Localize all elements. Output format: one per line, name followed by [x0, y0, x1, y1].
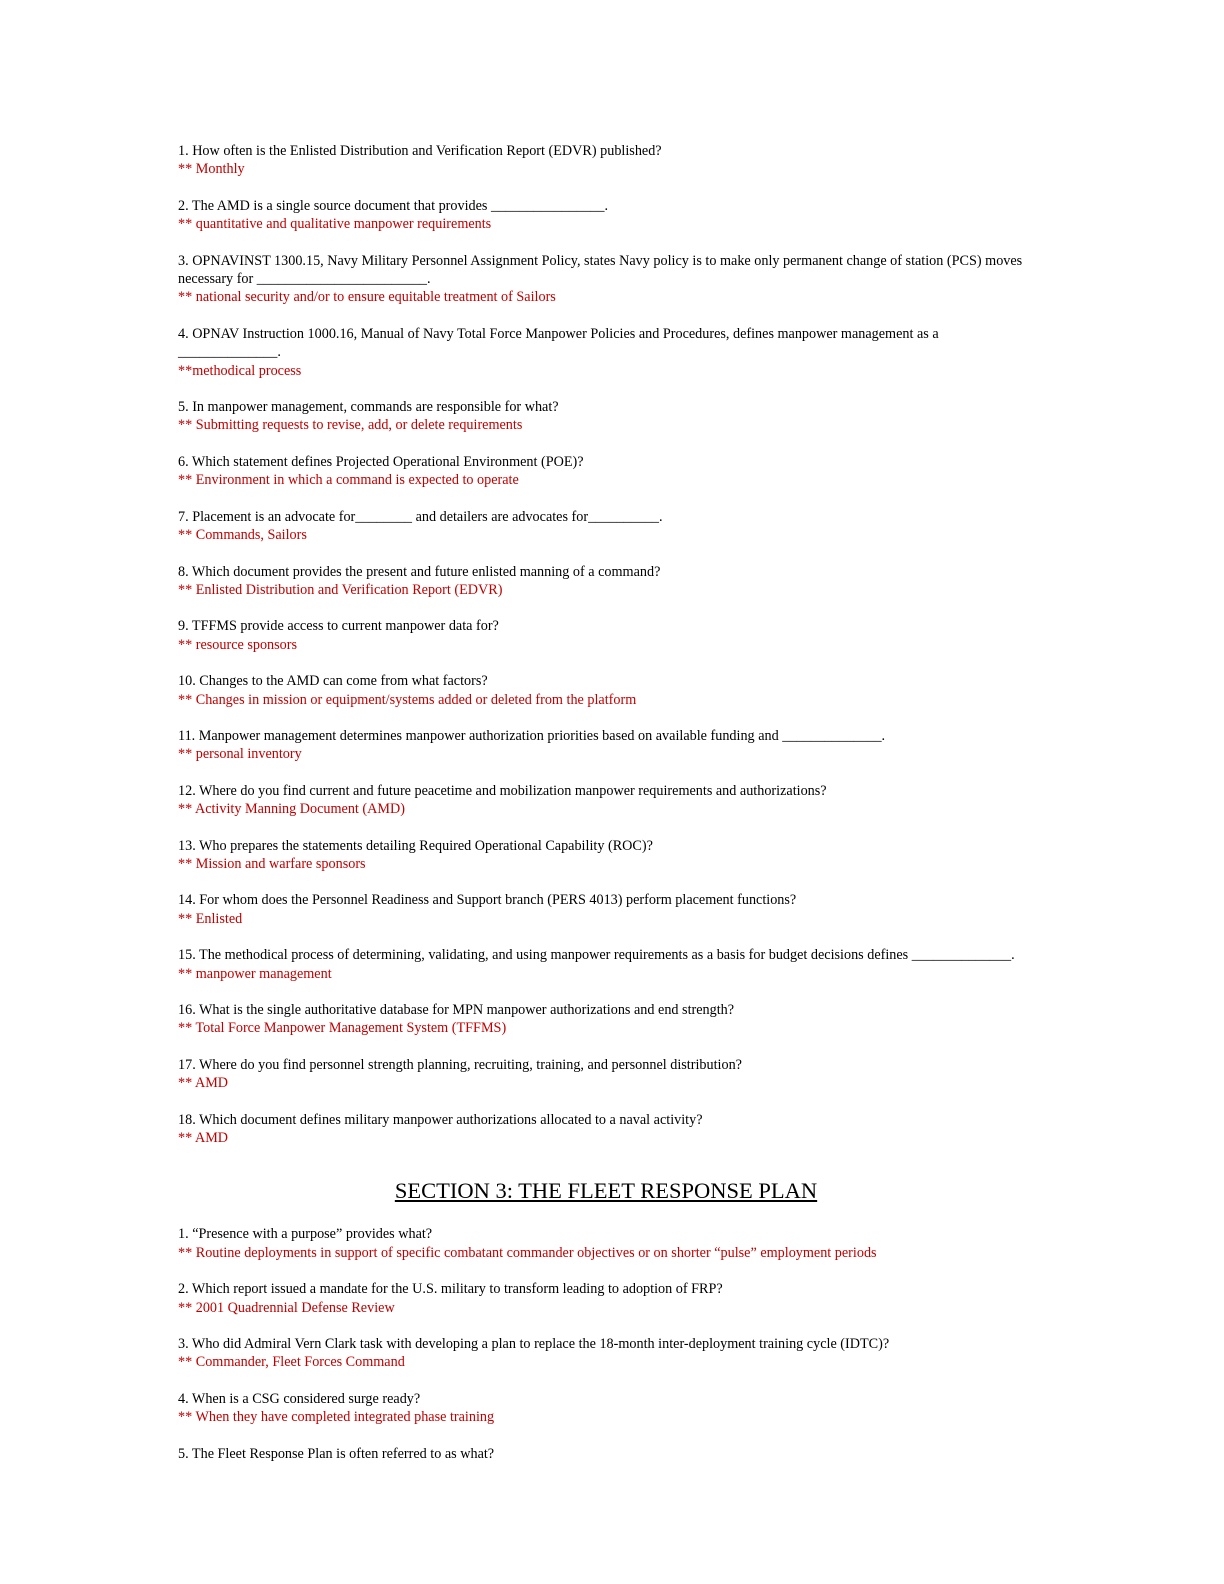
question-text: 8. Which document provides the present and future enlisted manning of a command? — [178, 563, 661, 580]
question-text: 7. Placement is an advocate for________ and detailers are advocates for__________. — [178, 508, 663, 525]
question-item — [178, 617, 1034, 654]
question-item — [178, 1280, 1034, 1317]
question-text: 16. What is the single authoritative database for MPN manpower authorizations and end strength? — [178, 1002, 735, 1018]
question-item — [178, 1111, 1034, 1148]
question-text: 1. “Presence with a purpose” provides what? — [178, 1226, 433, 1243]
question-text: 3. OPNAVINST 1300.15, Navy Military Personnel Assignment Policy, states Navy policy is to make only permanent change of station (PCS) moves necessary for ________________________. — [178, 252, 1023, 288]
question-text: 3. Who did Admiral Vern Clark task with developing a plan to replace the 18-month inter-deployment training cycle (IDTC)? — [178, 1336, 890, 1353]
section-3-questions — [178, 1225, 1034, 1463]
answer-text: ** Changes in mission or equipment/systems added or deleted from the platform — [178, 691, 637, 708]
question-item — [178, 197, 1034, 234]
answer-text: **methodical process — [178, 362, 302, 379]
question-item — [178, 563, 1034, 600]
question-text: 6. Which statement defines Projected Operational Environment (POE)? — [178, 453, 584, 470]
question-item — [178, 325, 1034, 380]
question-text: 10. Changes to the AMD can come from what factors? — [178, 673, 488, 690]
question-item — [178, 142, 1034, 179]
answer-text: ** Environment in which a command is expected to operate — [178, 472, 519, 489]
section-3-heading: SECTION 3: THE FLEET RESPONSE PLAN — [394, 1178, 818, 1204]
question-item — [178, 672, 1034, 709]
answer-text: ** personal inventory — [178, 746, 302, 763]
answer-text: ** Enlisted Distribution and Verification Report (EDVR) — [178, 581, 503, 598]
answer-text: ** AMD — [178, 1130, 229, 1147]
question-text: 13. Who prepares the statements detailing Required Operational Capability (ROC)? — [178, 837, 653, 854]
question-text: 5. The Fleet Response Plan is often referred to as what? — [178, 1445, 495, 1462]
question-text: 2. Which report issued a mandate for the U.S. military to transform leading to adoption of FRP? — [178, 1281, 723, 1298]
answer-text: ** Mission and warfare sponsors — [178, 855, 366, 872]
question-item — [178, 252, 1034, 307]
question-item — [178, 1225, 1034, 1262]
answer-text: ** AMD — [178, 1075, 229, 1092]
question-item — [178, 398, 1034, 435]
question-item — [178, 1335, 1034, 1372]
section-2-questions — [178, 142, 1034, 1147]
answer-text: ** Total Force Manpower Management System (TFFMS) — [178, 1020, 507, 1037]
answer-text: ** quantitative and qualitative manpower requirements — [178, 216, 492, 233]
question-text: 15. The methodical process of determining, validating, and using manpower requirements as a basis for budget decisions defines ______________. — [178, 947, 1015, 964]
answer-text: ** resource sponsors — [178, 636, 297, 653]
question-item — [178, 1056, 1034, 1093]
question-item — [178, 891, 1034, 928]
answer-text: ** Commander, Fleet Forces Command — [178, 1354, 405, 1371]
question-item — [178, 946, 1034, 983]
question-item — [178, 453, 1034, 490]
question-text: 9. TFFMS provide access to current manpower data for? — [178, 618, 499, 635]
question-item — [178, 1445, 1034, 1463]
answer-text: ** Enlisted — [178, 910, 243, 927]
document-page — [178, 142, 1034, 1481]
question-text: 11. Manpower management determines manpower authorization priorities based on available funding and ______________. — [178, 727, 886, 744]
answer-text: ** national security and/or to ensure equitable treatment of Sailors — [178, 289, 556, 306]
question-text: 2. The AMD is a single source document that provides ________________. — [178, 197, 609, 214]
question-item — [178, 508, 1034, 545]
answer-text: ** Routine deployments in support of specific combatant commander objectives or on shorter “pulse” employment periods — [178, 1244, 877, 1261]
question-item — [178, 1390, 1034, 1427]
answer-text: ** Monthly — [178, 161, 245, 178]
question-text: 1. How often is the Enlisted Distribution and Verification Report (EDVR) published? — [178, 143, 662, 159]
question-item — [178, 727, 1034, 764]
answer-text: ** 2001 Quadrennial Defense Review — [178, 1299, 395, 1316]
question-text: 14. For whom does the Personnel Readiness and Support branch (PERS 4013) perform placement functions? — [178, 892, 797, 909]
question-item — [178, 837, 1034, 874]
answer-text: ** When they have completed integrated phase training — [178, 1409, 495, 1426]
question-item — [178, 782, 1034, 819]
question-text: 5. In manpower management, commands are responsible for what? — [178, 399, 559, 416]
question-text: 4. OPNAV Instruction 1000.16, Manual of Navy Total Force Manpower Policies and Procedures, defines manpower management as a ______________. — [178, 325, 939, 361]
question-text: 4. When is a CSG considered surge ready? — [178, 1390, 421, 1407]
answer-text: ** Activity Manning Document (AMD) — [178, 801, 405, 818]
answer-text: ** Submitting requests to revise, add, or delete requirements — [178, 417, 523, 434]
question-text: 18. Which document defines military manpower authorizations allocated to a naval activity? — [178, 1111, 703, 1128]
question-text: 17. Where do you find personnel strength planning, recruiting, training, and personnel distribution? — [178, 1056, 742, 1073]
question-item — [178, 1001, 1034, 1038]
answer-text: ** manpower management — [178, 965, 332, 982]
question-text: 12. Where do you find current and future peacetime and mobilization manpower requirements and authorizations? — [178, 782, 827, 799]
answer-text: ** Commands, Sailors — [178, 527, 307, 544]
